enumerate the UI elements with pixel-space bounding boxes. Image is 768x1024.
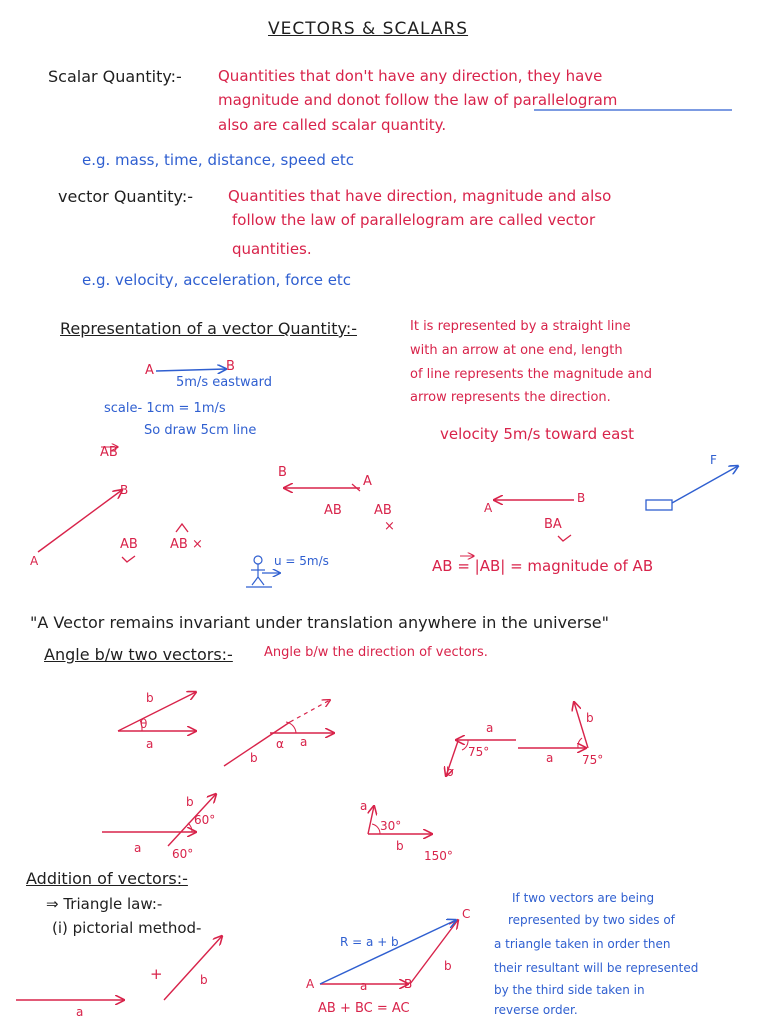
angle5-b-vector — [168, 794, 216, 846]
triangle-side-a: a — [360, 979, 368, 993]
addition-heading: Addition of vectors:- — [26, 869, 188, 888]
angle6-a-vector — [368, 806, 374, 834]
eastward-arrow — [156, 369, 226, 371]
triangle-note-line2: represented by two sides of — [508, 913, 675, 927]
angle4-b: b — [586, 711, 594, 725]
triangle-law-heading: ⇒ Triangle law:- — [46, 895, 163, 913]
angle3-b-vector — [446, 741, 458, 776]
diag2-label-b: B — [278, 465, 287, 480]
scalar-def-line2: magnitude and donot follow the law of parallelogram — [218, 91, 618, 109]
angle6-arc — [372, 824, 380, 834]
representation-heading: Representation of a vector Quantity:- — [60, 319, 357, 338]
rep-speed: 5m/s eastward — [176, 375, 273, 390]
triangle-point-b: B — [404, 977, 413, 991]
angle5-deg60b: 60° — [172, 847, 194, 861]
triangle-note-line3: a triangle taken in order then — [494, 937, 671, 951]
angle1-a: a — [146, 737, 154, 751]
vector-def-line2: follow the law of parallelogram are called vector — [232, 211, 596, 229]
resultant-label: R = a + b — [340, 935, 399, 949]
angle-heading: Angle b/w two vectors:- — [44, 645, 233, 664]
vector-heading: vector Quantity:- — [58, 187, 193, 206]
angle1-b: b — [146, 691, 154, 705]
rep-velocity: velocity 5m/s toward east — [440, 425, 635, 443]
person-icon — [246, 556, 272, 587]
angle4-deg: 75° — [582, 753, 604, 767]
diag2-cross: × — [384, 519, 395, 534]
angle2-extension — [290, 700, 330, 722]
angle5-deg60a: 60° — [194, 813, 216, 827]
rep-draw: So draw 5cm line — [144, 423, 257, 438]
vector-def-line1: Quantities that have direction, magnitude and also — [228, 187, 612, 205]
vector-sum-eq: AB + BC = AC — [318, 1001, 410, 1016]
angle3-a: a — [486, 721, 494, 735]
rep-scale: scale- 1cm = 1m/s — [104, 401, 226, 416]
angle4-a: a — [546, 751, 554, 765]
block-shape — [646, 500, 672, 510]
angle6-deg150: 150° — [424, 849, 453, 863]
angle4-arc — [578, 738, 582, 748]
diag1-label-b: B — [120, 483, 129, 497]
diag2-ab-bad: AB — [374, 503, 392, 518]
magnitude-line: AB = |AB| = magnitude of AB — [432, 557, 654, 575]
scalar-example: e.g. mass, time, distance, speed etc — [82, 151, 354, 169]
representation-def-line1: It is represented by a straight line — [410, 319, 631, 334]
angle3-deg: 75° — [468, 745, 490, 759]
rep-label-a: A — [145, 363, 154, 378]
angle4-b-vector — [574, 702, 588, 748]
vector-def-line3: quantities. — [232, 240, 312, 258]
triangle-side-b: b — [444, 959, 452, 973]
angle1-b-vector — [118, 692, 196, 731]
triangle-point-a: A — [306, 977, 315, 991]
velocity-u-label: u = 5m/s — [274, 554, 329, 568]
angle5-a: a — [134, 841, 142, 855]
scalar-heading: Scalar Quantity:- — [48, 67, 182, 86]
angle3-arc — [462, 740, 468, 750]
angle2-b: b — [250, 751, 258, 765]
vector-a-label: a — [76, 1005, 84, 1019]
addition-b-vector — [164, 936, 222, 1000]
ab-vector-label: AB — [100, 445, 118, 460]
diag1-ab-check: AB — [120, 537, 138, 552]
scalar-def-line3: also are called scalar quantity. — [218, 116, 447, 134]
angle2-a: a — [300, 735, 308, 749]
representation-def-line3: of line represents the magnitude and — [410, 367, 653, 382]
check-mark-icon-2 — [558, 535, 571, 541]
triangle-note-line6: reverse order. — [494, 1003, 578, 1017]
angle3-b: b — [446, 765, 454, 779]
diag3-label-b: B — [577, 491, 586, 505]
angle1-arc — [140, 720, 142, 731]
angle6-a: a — [360, 799, 368, 813]
triangle-note-line1: If two vectors are being — [512, 891, 655, 905]
representation-def-line4: arrow represents the direction. — [410, 390, 611, 405]
diag2-ab-good: AB — [324, 503, 342, 518]
invariant-quote: "A Vector remains invariant under translation anywhere in the universe" — [30, 613, 609, 632]
page-title: VECTORS & SCALARS — [268, 19, 469, 39]
angle2-alpha: α — [276, 737, 284, 751]
triangle-note-line5: by the third side taken in — [494, 983, 645, 997]
angle5-b: b — [186, 795, 194, 809]
diag1-ab-cross: AB × — [170, 537, 203, 552]
angle6-b: b — [396, 839, 404, 853]
diag3-label-a: A — [484, 501, 493, 515]
triangle-resultant — [320, 920, 456, 984]
pictorial-method: (i) pictorial method- — [52, 919, 202, 937]
diag1-label-a: A — [30, 554, 39, 568]
force-label: F — [710, 453, 717, 467]
rep-label-b: B — [226, 359, 235, 374]
angle1-theta: θ — [140, 717, 148, 731]
plus-sign: + — [150, 965, 163, 983]
triangle-point-c: C — [462, 907, 471, 921]
diag2-label-a: A — [363, 474, 372, 489]
angle-def: Angle b/w the direction of vectors. — [264, 645, 488, 660]
force-arrow — [672, 466, 738, 503]
angle6-deg30: 30° — [380, 819, 402, 833]
vector-example: e.g. velocity, acceleration, force etc — [82, 271, 352, 289]
triangle-note-line4: their resultant will be represented — [494, 961, 699, 975]
angle2-b-line — [224, 722, 290, 766]
diag3-ba: BA — [544, 517, 562, 532]
diag1-vector — [38, 490, 122, 552]
vector-b-label: b — [200, 973, 208, 987]
representation-def-line2: with an arrow at one end, length — [410, 343, 623, 358]
check-mark-icon — [122, 556, 135, 562]
caret-icon — [176, 524, 188, 532]
scalar-def-line1: Quantities that don't have any direction, they have — [218, 67, 603, 85]
